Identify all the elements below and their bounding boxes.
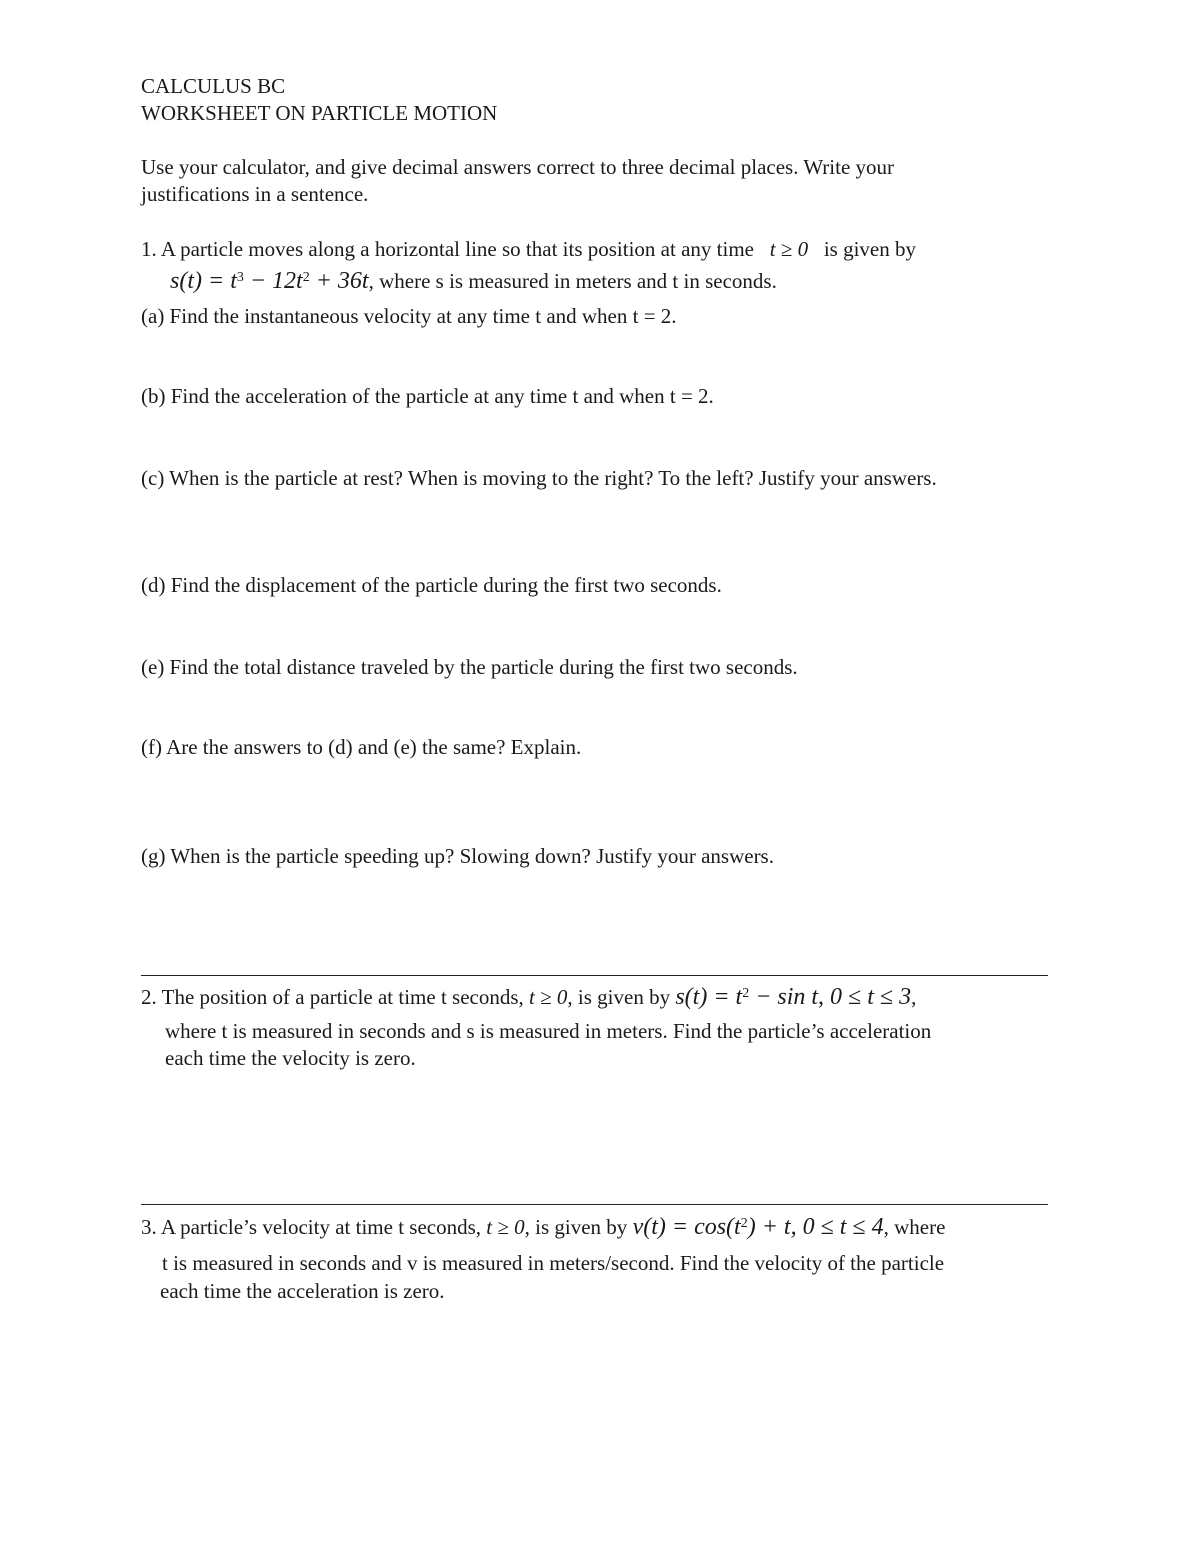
problem-1-intro-text: 1. A particle moves along a horizontal line so that its position at any time [141, 237, 754, 261]
problem-2-condition: t ≥ 0 [529, 985, 568, 1009]
problem-1c: (c) When is the particle at rest? When is moving to the right? To the left? Justify your answers. [141, 466, 937, 490]
problem-1-condition: t ≥ 0 [769, 237, 809, 261]
problem-2-equation: $s(t) = t^2 - \sin t$, 0 ≤ t ≤ 3 [675, 984, 912, 1010]
section-divider-1 [141, 975, 1048, 976]
problem-1d: (d) Find the displacement of the particle during the first two seconds. [141, 573, 722, 597]
problem-2-line-2: where t is measured in seconds and s is measured in meters. Find the particle’s acceleration [165, 1019, 932, 1043]
problem-1-intro-text-end: is given by [823, 237, 917, 261]
problem-1-equation-line [170, 268, 777, 294]
problem-3-line-2: t is measured in seconds and v is measured in meters/second. Find the velocity of the particle [162, 1251, 945, 1275]
problem-2-equation-end: , [911, 985, 917, 1009]
section-divider-2 [141, 1204, 1048, 1205]
problem-1a: (a) Find the instantaneous velocity at any time t and when t = 2. [141, 304, 677, 328]
problem-3-equation: $v(t) = \cos(t^2) + t$, 0 ≤ t ≤ 4 [632, 1214, 884, 1240]
problem-3-given: , is given by [524, 1215, 628, 1239]
problem-1f: (f) Are the answers to (d) and (e) the same? Explain. [141, 735, 582, 759]
problem-1-intro [141, 236, 916, 262]
problem-1b: (b) Find the acceleration of the particle at any time t and when t = 2. [141, 384, 714, 408]
problem-1-units: , where s is measured in meters and t in seconds. [368, 269, 777, 293]
problem-2-intro-text: 2. The position of a particle at time t seconds, [141, 985, 524, 1009]
problem-1g: (g) When is the particle speeding up? Slowing down? Justify your answers. [141, 844, 774, 868]
position-equation: $s(t) = t^3 - 12t^2 + 36t$ [170, 268, 369, 294]
problem-2-given: , is given by [567, 985, 671, 1009]
worksheet-title: WORKSHEET ON PARTICLE MOTION [141, 101, 498, 125]
problem-2-intro [141, 984, 916, 1010]
problem-3-intro [141, 1214, 945, 1240]
instructions-line-1: Use your calculator, and give decimal answers correct to three decimal places. Write your [141, 155, 895, 179]
problem-1e: (e) Find the total distance traveled by the particle during the first two seconds. [141, 655, 798, 679]
problem-3-condition: t ≥ 0 [486, 1215, 525, 1239]
instructions-line-2: justifications in a sentence. [141, 182, 369, 206]
problem-3-intro-text: 3. A particle’s velocity at time t seconds, [141, 1215, 482, 1239]
course-title: CALCULUS BC [141, 74, 286, 98]
problem-3-equation-end: , where [883, 1215, 946, 1239]
problem-2-line-3: each time the velocity is zero. [165, 1046, 416, 1070]
problem-3-line-3: each time the acceleration is zero. [160, 1279, 445, 1303]
